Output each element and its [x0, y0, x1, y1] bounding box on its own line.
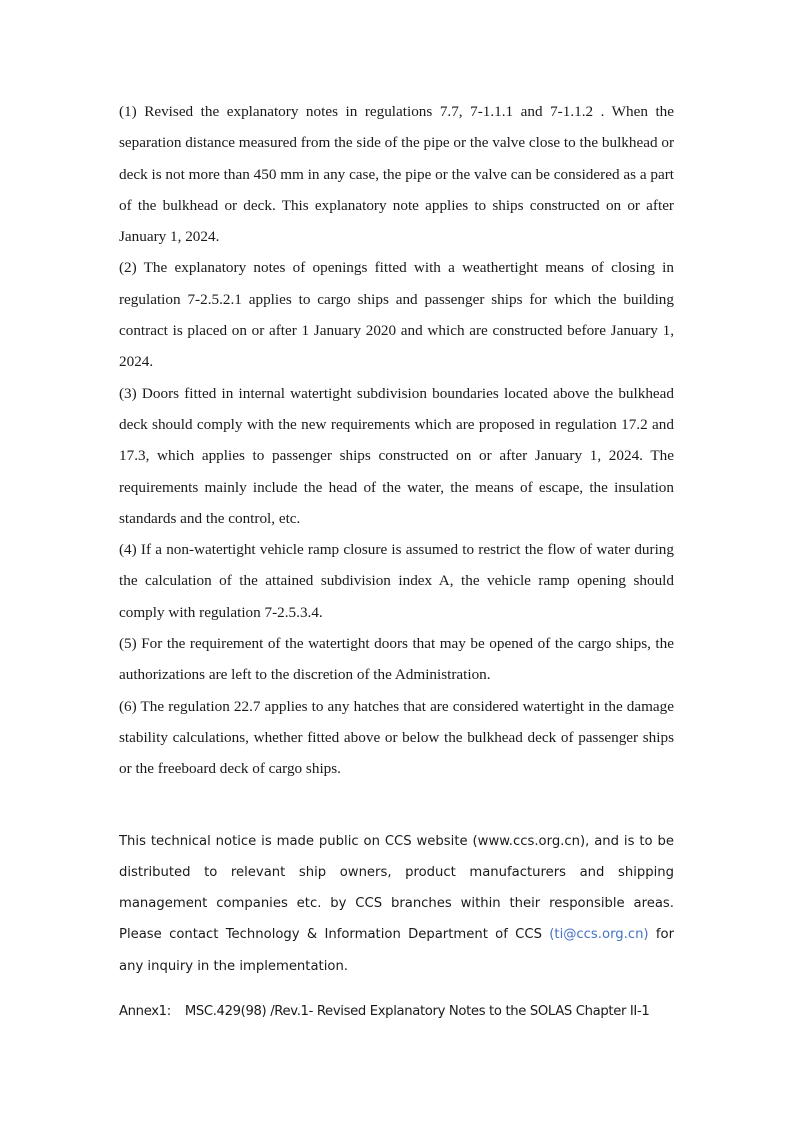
notice-text-before-link: This technical notice is made public on CCS website (www.ccs.org.cn), and is to be distributed to relevant ship owners, product manufacturers and shipping management companies etc. by CCS branches within their responsible areas. Please contact Technology & Information Department of CCS: [119, 833, 674, 943]
notice-text-after-link: for any inquiry in the implementation.: [119, 927, 675, 974]
note-2: (2) The explanatory notes of openings fitted with a weathertight means of closing in regulation 7-2.5.2.1 applies to cargo ships and passenger ships for which the building contract is placed on or after 1 January 2020 and which are constructed before January 1, 2024.: [119, 259, 674, 371]
annex-label: Annex1:: [119, 1004, 171, 1020]
annex-line: [119, 1002, 674, 1022]
document-page: [119, 96, 674, 1022]
note-3: (3) Doors fitted in internal watertight subdivision boundaries located above the bulkhead deck should comply with the new requirements which are proposed in regulation 17.2 and 17.3, which applies to passenger ships constructed on or after January 1, 2024. The requirements mainly include the head of the water, the means of escape, the insulation standards and the control, etc.: [119, 384, 674, 527]
note-6: (6) The regulation 22.7 applies to any hatches that are considered watertight in the damage stability calculations, whether fitted above or below the bulkhead deck of passenger ships or the freeboard deck of cargo ships.: [119, 697, 674, 778]
note-4: (4) If a non-watertight vehicle ramp closure is assumed to restrict the flow of water during the calculation of the attained subdivision index A, the vehicle ramp opening should comply with regulation 7-2.5.3.4.: [119, 541, 674, 621]
contact-email-link[interactable]: (ti@ccs.org.cn): [549, 927, 649, 943]
publication-notice: [119, 826, 674, 982]
notice-paragraph: [119, 826, 674, 982]
explanatory-notes: [119, 96, 674, 785]
annex-title: MSC.429(98) /Rev.1- Revised Explanatory Notes to the SOLAS Chapter II-1: [184, 1004, 650, 1020]
note-1: (1) Revised the explanatory notes in regulations 7.7, 7-1.1.1 and 7-1.1.2 . When the separation distance measured from the side of the pipe or the valve close to the bulkhead or deck is not more than 450 mm in any case, the pipe or the valve can be considered as a part of the bulkhead or deck. This explanatory note applies to ships constructed on or after January 1, 2024.: [119, 103, 674, 246]
note-5: (5) For the requirement of the watertight doors that may be opened of the cargo ships, the authorizations are left to the discretion of the Administration.: [119, 635, 674, 684]
